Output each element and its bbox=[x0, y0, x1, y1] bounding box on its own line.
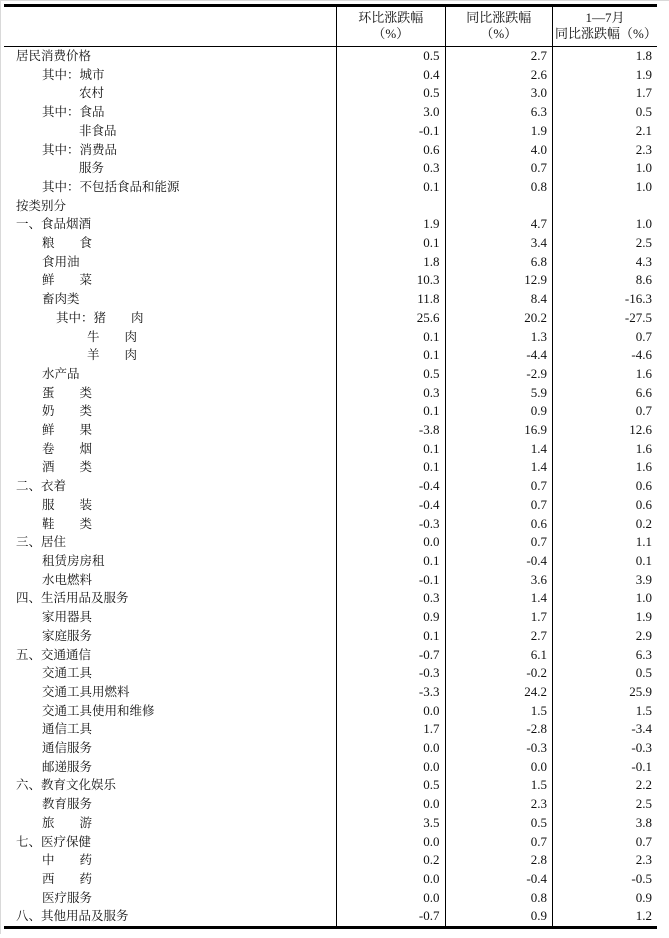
row-label: 交通工具使用和维修 bbox=[42, 703, 155, 718]
mom-value: 0.0 bbox=[337, 758, 445, 777]
row-label: 家庭服务 bbox=[42, 628, 93, 643]
header-row bbox=[4, 6, 657, 47]
row-label: 医疗服务 bbox=[42, 890, 93, 905]
row-label: 中 药 bbox=[42, 853, 93, 868]
ytd-value: -27.5 bbox=[552, 309, 657, 328]
ytd-value: 2.5 bbox=[552, 795, 657, 814]
ytd-value: 0.7 bbox=[552, 402, 657, 421]
row-label: 七、医疗保健 bbox=[16, 834, 92, 849]
table-row bbox=[4, 627, 657, 646]
ytd-value: 1.8 bbox=[552, 47, 657, 66]
row-label: 其中：城市 bbox=[42, 67, 105, 82]
mom-value: -3.8 bbox=[337, 421, 445, 440]
row-label: 六、教育文化娱乐 bbox=[16, 778, 117, 793]
table-row bbox=[4, 515, 657, 534]
ytd-value: 1.9 bbox=[552, 608, 657, 627]
yoy-value: 4.0 bbox=[445, 141, 552, 160]
table-row bbox=[4, 664, 657, 683]
col-header-yoy-line2: （%） bbox=[480, 26, 518, 41]
ytd-value: 2.9 bbox=[552, 627, 657, 646]
col-header-mom bbox=[337, 6, 445, 47]
mom-value: 0.1 bbox=[337, 402, 445, 421]
table-row bbox=[4, 477, 657, 496]
yoy-value: 6.1 bbox=[445, 646, 552, 665]
yoy-value: 0.7 bbox=[445, 477, 552, 496]
ytd-value: 8.6 bbox=[552, 271, 657, 290]
ytd-value: 1.6 bbox=[552, 440, 657, 459]
ytd-value: 0.2 bbox=[552, 515, 657, 534]
mom-value: 0.5 bbox=[337, 776, 445, 795]
yoy-value: 0.0 bbox=[445, 758, 552, 777]
table-row bbox=[4, 552, 657, 571]
yoy-value: 6.3 bbox=[445, 103, 552, 122]
mom-value: -3.3 bbox=[337, 683, 445, 702]
ytd-value: 0.1 bbox=[552, 552, 657, 571]
table-row bbox=[4, 646, 657, 665]
yoy-value: 20.2 bbox=[445, 309, 552, 328]
yoy-value: 1.3 bbox=[445, 328, 552, 347]
row-label: 卷 烟 bbox=[42, 441, 93, 456]
ytd-value: -3.4 bbox=[552, 720, 657, 739]
yoy-value: 1.4 bbox=[445, 440, 552, 459]
col-header-ytd-line2: 同比涨跌幅（%） bbox=[554, 26, 657, 41]
yoy-value: -0.3 bbox=[445, 739, 552, 758]
ytd-value: 1.0 bbox=[552, 178, 657, 197]
row-label: 教育服务 bbox=[42, 797, 93, 812]
row-label: 交通工具 bbox=[42, 666, 93, 681]
mom-value: 0.3 bbox=[337, 159, 445, 178]
row-label: 水产品 bbox=[42, 366, 80, 381]
yoy-value: 0.9 bbox=[445, 907, 552, 927]
table-row bbox=[4, 533, 657, 552]
row-label: 鲜 果 bbox=[42, 423, 93, 438]
ytd-value: 1.9 bbox=[552, 66, 657, 85]
ytd-value: 2.1 bbox=[552, 122, 657, 141]
mom-value: 0.0 bbox=[337, 833, 445, 852]
yoy-value: 0.7 bbox=[445, 833, 552, 852]
ytd-value: 0.7 bbox=[552, 833, 657, 852]
row-label: 五、交通通信 bbox=[16, 647, 92, 662]
col-header-yoy-line1: 同比涨跌幅 bbox=[466, 10, 532, 25]
col-header-ytd bbox=[552, 6, 657, 47]
ytd-value: 1.6 bbox=[552, 458, 657, 477]
row-label: 农村 bbox=[79, 86, 105, 101]
mom-value: 0.0 bbox=[337, 889, 445, 908]
yoy-value: 0.6 bbox=[445, 515, 552, 534]
yoy-value: 2.7 bbox=[445, 627, 552, 646]
yoy-value: 2.8 bbox=[445, 851, 552, 870]
yoy-value: 16.9 bbox=[445, 421, 552, 440]
row-label: 服 装 bbox=[42, 497, 93, 512]
yoy-value: -0.4 bbox=[445, 870, 552, 889]
mom-value: 0.5 bbox=[337, 365, 445, 384]
row-label: 邮递服务 bbox=[42, 759, 93, 774]
yoy-value: -2.9 bbox=[445, 365, 552, 384]
table-row bbox=[4, 141, 657, 160]
row-label: 蛋 类 bbox=[42, 385, 93, 400]
yoy-value: 0.8 bbox=[445, 178, 552, 197]
mom-value: 1.9 bbox=[337, 215, 445, 234]
yoy-value: 0.7 bbox=[445, 159, 552, 178]
mom-value: 3.5 bbox=[337, 814, 445, 833]
yoy-value bbox=[445, 197, 552, 216]
ytd-value: 1.2 bbox=[552, 907, 657, 927]
row-label: 其中：猪 肉 bbox=[56, 310, 144, 325]
ytd-value: 0.5 bbox=[552, 103, 657, 122]
yoy-value: 6.8 bbox=[445, 253, 552, 272]
table-row bbox=[4, 215, 657, 234]
table-row bbox=[4, 328, 657, 347]
table-row bbox=[4, 365, 657, 384]
ytd-value: 0.5 bbox=[552, 664, 657, 683]
mom-value: -0.1 bbox=[337, 571, 445, 590]
table-row bbox=[4, 608, 657, 627]
table-row bbox=[4, 309, 657, 328]
mom-value: 0.5 bbox=[337, 84, 445, 103]
ytd-value: 2.5 bbox=[552, 234, 657, 253]
mom-value: 0.3 bbox=[337, 589, 445, 608]
ytd-value: -4.6 bbox=[552, 346, 657, 365]
row-label: 旅 游 bbox=[42, 815, 93, 830]
yoy-value: 0.5 bbox=[445, 814, 552, 833]
yoy-value: 5.9 bbox=[445, 384, 552, 403]
ytd-value: 0.9 bbox=[552, 889, 657, 908]
table-row bbox=[4, 402, 657, 421]
row-label: 通信服务 bbox=[42, 741, 93, 756]
yoy-value: 2.6 bbox=[445, 66, 552, 85]
mom-value: 0.0 bbox=[337, 533, 445, 552]
table-row bbox=[4, 458, 657, 477]
table-row bbox=[4, 833, 657, 852]
mom-value: 1.7 bbox=[337, 720, 445, 739]
row-label: 四、生活用品及服务 bbox=[16, 591, 129, 606]
row-label: 家用器具 bbox=[42, 610, 93, 625]
table-row bbox=[4, 739, 657, 758]
mom-value: 0.0 bbox=[337, 702, 445, 721]
ytd-value: 0.7 bbox=[552, 328, 657, 347]
yoy-value: 3.4 bbox=[445, 234, 552, 253]
row-label: 西 药 bbox=[42, 871, 93, 886]
ytd-value: 2.3 bbox=[552, 851, 657, 870]
yoy-value: 1.4 bbox=[445, 458, 552, 477]
mom-value: 0.3 bbox=[337, 384, 445, 403]
row-label: 鞋 类 bbox=[42, 516, 93, 531]
table-row bbox=[4, 122, 657, 141]
ytd-value: 1.7 bbox=[552, 84, 657, 103]
row-label: 八、其他用品及服务 bbox=[16, 909, 129, 924]
mom-value: 0.1 bbox=[337, 178, 445, 197]
mom-value: 1.8 bbox=[337, 253, 445, 272]
mom-value: 0.1 bbox=[337, 552, 445, 571]
yoy-value: 24.2 bbox=[445, 683, 552, 702]
cpi-price-table bbox=[4, 4, 657, 929]
table-row bbox=[4, 907, 657, 927]
yoy-value: -2.8 bbox=[445, 720, 552, 739]
table-row bbox=[4, 66, 657, 85]
ytd-value: -0.5 bbox=[552, 870, 657, 889]
row-label: 食用油 bbox=[42, 254, 80, 269]
row-label: 水电燃料 bbox=[42, 572, 93, 587]
row-label: 按类别分 bbox=[16, 198, 67, 213]
ytd-value: 1.1 bbox=[552, 533, 657, 552]
ytd-value: 0.6 bbox=[552, 496, 657, 515]
cpi-document bbox=[1, 4, 669, 938]
table-row bbox=[4, 496, 657, 515]
row-label: 羊 肉 bbox=[87, 348, 138, 363]
ytd-value: 1.6 bbox=[552, 365, 657, 384]
ytd-value: 2.3 bbox=[552, 141, 657, 160]
ytd-value: 1.0 bbox=[552, 215, 657, 234]
table-row bbox=[4, 776, 657, 795]
table-row bbox=[4, 178, 657, 197]
yoy-value: 1.5 bbox=[445, 776, 552, 795]
col-header-ytd-line1: 1—7月 bbox=[585, 10, 625, 25]
table-row bbox=[4, 720, 657, 739]
row-label: 一、食品烟酒 bbox=[16, 217, 92, 232]
yoy-value: -0.4 bbox=[445, 552, 552, 571]
yoy-value: 2.3 bbox=[445, 795, 552, 814]
table-row bbox=[4, 702, 657, 721]
row-label: 其中：不包括食品和能源 bbox=[42, 179, 180, 194]
col-header-mom-line2: （%） bbox=[372, 26, 410, 41]
yoy-value: 0.9 bbox=[445, 402, 552, 421]
yoy-value: 8.4 bbox=[445, 290, 552, 309]
table-row bbox=[4, 683, 657, 702]
ytd-value: 1.0 bbox=[552, 589, 657, 608]
yoy-value: -0.2 bbox=[445, 664, 552, 683]
mom-value: 0.4 bbox=[337, 66, 445, 85]
row-label: 非食品 bbox=[79, 123, 117, 138]
yoy-value: 4.7 bbox=[445, 215, 552, 234]
row-label: 其中：消费品 bbox=[42, 142, 118, 157]
mom-value: 25.6 bbox=[337, 309, 445, 328]
table-row bbox=[4, 346, 657, 365]
yoy-value: 1.9 bbox=[445, 122, 552, 141]
row-label: 租赁房房租 bbox=[42, 553, 105, 568]
row-label: 通信工具 bbox=[42, 722, 93, 737]
yoy-value: 2.7 bbox=[445, 47, 552, 66]
ytd-value: 4.3 bbox=[552, 253, 657, 272]
mom-value: 0.1 bbox=[337, 346, 445, 365]
row-label: 鲜 菜 bbox=[42, 273, 93, 288]
ytd-value: 1.0 bbox=[552, 159, 657, 178]
mom-value: 10.3 bbox=[337, 271, 445, 290]
ytd-value: 12.6 bbox=[552, 421, 657, 440]
table-row bbox=[4, 197, 657, 216]
yoy-value: 0.8 bbox=[445, 889, 552, 908]
ytd-value: 3.8 bbox=[552, 814, 657, 833]
ytd-value bbox=[552, 197, 657, 216]
table-row bbox=[4, 421, 657, 440]
row-label: 服务 bbox=[79, 161, 105, 176]
table-row bbox=[4, 47, 657, 66]
table-row bbox=[4, 253, 657, 272]
row-label: 三、居住 bbox=[16, 535, 67, 550]
row-label: 居民消费价格 bbox=[16, 49, 92, 63]
mom-value: 0.0 bbox=[337, 739, 445, 758]
table-row bbox=[4, 851, 657, 870]
table-header bbox=[4, 6, 657, 47]
yoy-value: -4.4 bbox=[445, 346, 552, 365]
row-label: 其中：食品 bbox=[42, 105, 105, 120]
mom-value: 0.1 bbox=[337, 328, 445, 347]
row-label: 奶 类 bbox=[42, 404, 93, 419]
mom-value: -0.3 bbox=[337, 664, 445, 683]
table-row bbox=[4, 234, 657, 253]
ytd-value: -0.1 bbox=[552, 758, 657, 777]
table-row bbox=[4, 384, 657, 403]
mom-value: -0.4 bbox=[337, 496, 445, 515]
col-header-mom-line1: 环比涨跌幅 bbox=[358, 10, 424, 25]
row-label: 粮 食 bbox=[42, 236, 93, 251]
col-header-yoy bbox=[445, 6, 552, 47]
mom-value: 0.1 bbox=[337, 458, 445, 477]
mom-value: 11.8 bbox=[337, 290, 445, 309]
ytd-value: 25.9 bbox=[552, 683, 657, 702]
mom-value: -0.4 bbox=[337, 477, 445, 496]
mom-value: 3.0 bbox=[337, 103, 445, 122]
col-header-category bbox=[4, 6, 337, 47]
mom-value: -0.7 bbox=[337, 646, 445, 665]
table-row bbox=[4, 889, 657, 908]
ytd-value: 2.2 bbox=[552, 776, 657, 795]
row-label: 牛 肉 bbox=[87, 329, 138, 344]
yoy-value: 0.7 bbox=[445, 533, 552, 552]
row-label: 二、衣着 bbox=[16, 479, 67, 494]
ytd-value: 0.6 bbox=[552, 477, 657, 496]
mom-value: 0.0 bbox=[337, 795, 445, 814]
table-row bbox=[4, 290, 657, 309]
table-row bbox=[4, 440, 657, 459]
table-row bbox=[4, 271, 657, 290]
table-row bbox=[4, 814, 657, 833]
ytd-value: 6.6 bbox=[552, 384, 657, 403]
mom-value bbox=[337, 197, 445, 216]
yoy-value: 1.5 bbox=[445, 702, 552, 721]
mom-value: 0.5 bbox=[337, 47, 445, 66]
ytd-value: -0.3 bbox=[552, 739, 657, 758]
table-row bbox=[4, 84, 657, 103]
row-label: 畜肉类 bbox=[42, 292, 80, 307]
row-label: 交通工具用燃料 bbox=[42, 684, 130, 699]
mom-value: 0.2 bbox=[337, 851, 445, 870]
yoy-value: 1.4 bbox=[445, 589, 552, 608]
mom-value: -0.7 bbox=[337, 907, 445, 927]
ytd-value: 1.5 bbox=[552, 702, 657, 721]
table-row bbox=[4, 159, 657, 178]
table-row bbox=[4, 870, 657, 889]
yoy-value: 3.6 bbox=[445, 571, 552, 590]
row-label: 酒 类 bbox=[42, 460, 93, 475]
mom-value: 0.0 bbox=[337, 870, 445, 889]
table-row bbox=[4, 589, 657, 608]
ytd-value: 3.9 bbox=[552, 571, 657, 590]
yoy-value: 0.7 bbox=[445, 496, 552, 515]
yoy-value: 12.9 bbox=[445, 271, 552, 290]
mom-value: -0.3 bbox=[337, 515, 445, 534]
yoy-value: 3.0 bbox=[445, 84, 552, 103]
ytd-value: -16.3 bbox=[552, 290, 657, 309]
table-row bbox=[4, 571, 657, 590]
mom-value: 0.1 bbox=[337, 627, 445, 646]
mom-value: -0.1 bbox=[337, 122, 445, 141]
mom-value: 0.9 bbox=[337, 608, 445, 627]
ytd-value: 6.3 bbox=[552, 646, 657, 665]
yoy-value: 1.7 bbox=[445, 608, 552, 627]
table-row bbox=[4, 795, 657, 814]
table-body bbox=[4, 47, 657, 928]
table-row bbox=[4, 103, 657, 122]
mom-value: 0.6 bbox=[337, 141, 445, 160]
table-row bbox=[4, 758, 657, 777]
mom-value: 0.1 bbox=[337, 440, 445, 459]
mom-value: 0.1 bbox=[337, 234, 445, 253]
